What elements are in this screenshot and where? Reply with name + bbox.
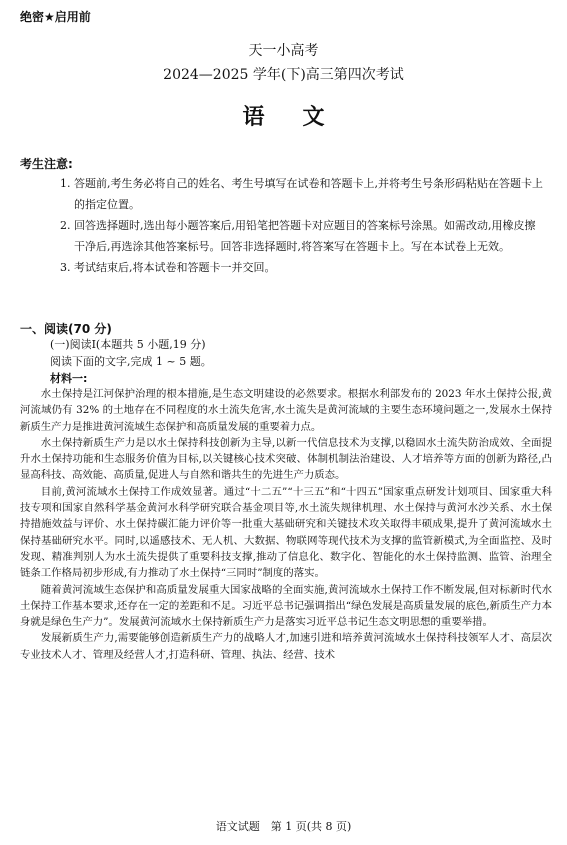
paragraph: 随着黄河流域生态保护和高质量发展重大国家战略的全面实施,黄河流域水土保持工作不断发展,但对标新时代水土保持工作基本要求,还存在一定的差距和不足。习近平总书记强调指出“绿色发展是高质量发展的底色,新质生产力本身就是绿色生产力”。发展黄河流域水土保持新质生产力是落实习近平总书记生态文明思想的重要举措。 (20, 583, 552, 629)
reading-instruction: 阅读下面的文字,完成 1 ~ 5 题。 (50, 355, 212, 368)
reading-passage (20, 386, 552, 663)
subject-title: 语文 (242, 104, 363, 130)
confidential-label: 绝密★启用前 (20, 10, 91, 24)
notice-list (44, 173, 544, 278)
paragraph: 目前,黄河流域水土保持工作成效显著。通过“十二五”“十三五”和“十四五”国家重点研发计划项目、国家重大科技专项和国家自然科学基金黄河水科学研究联合基金项目等,水土流失规律机理、水土保持与黄河水沙关系、水土保持措施效益与评价、水土保持碳汇能力评价等一批重大基础研究和关键技术攻关取得丰硕成果,提升了黄河流域水土保持基础研究水平。同时,以遥感技术、无人机、大数据、物联网等现代技术为支撑的监管新模式,为全面监控、及时发现、精准判别人为水土流失提供了重要科技支撑,推动了信息化、数字化、智能化的水土保持监测、监管、治理全链条工作格局初步形成,有力推动了水土保持“三同时”制度的落实。 (20, 485, 552, 580)
exam-organizer: 天一小高考 (248, 43, 319, 59)
notice-item: 2. 回答选择题时,选出每小题答案后,用铅笔把答题卡对应题目的答案标号涂黑。如需改动,用橡皮擦干净后,再选涂其他答案标号。回答非选择题时,将答案写在答题卡上。写在本试卷上无效。 (60, 219, 536, 253)
paragraph: 发展新质生产力,需要能够创造新质生产力的战略人才,加速引进和培养黄河流域水土保持科技领军人才、高层次专业技术人才、管理及经营人才,打造科研、管理、执法、经营、技术 (20, 632, 552, 661)
exam-title: 2024—2025 学年(下)高三第四次考试 (163, 67, 404, 83)
paragraph: 水土保持是江河保护治理的根本措施,是生态文明建设的必然要求。根据水利部发布的 2023 年水土保持公报,黄河流域仍有 32% 的土地存在不同程度的水土流失危害,水土流失是黄河流域的主要生态环境问题之一,发展水土保持新质生产力是推进黄河流域生态保护和高质量发展的重要着力点。 (20, 388, 552, 433)
notice-item: 3. 考试结束后,将本试卷和答题卡一并交回。 (60, 261, 276, 274)
notice-title: 考生注意: (20, 157, 73, 171)
material-label: 材料一: (50, 372, 88, 385)
paragraph: 水土保持新质生产力是以水土保持科技创新为主导,以新一代信息技术为支撑,以稳固水土流失防治成效、全面提升水土保持功能和生态服务价值为目标,以关键核心技术突破、体制机制法治建设、人才培养等方面的创新为路径,凸显高科技、高效能、高质量,促进人与自然和谐共生的先进生产力质态。 (20, 436, 552, 482)
notice-item: 1. 答题前,考生务必将自己的姓名、考生号填写在试卷和答题卡上,并将考生号条形码粘贴在答题卡上的指定位置。 (60, 177, 543, 211)
section-heading: 一、阅读(70 分) (20, 322, 112, 336)
subsection-heading: (一)阅读Ⅰ(本题共 5 小题,19 分) (50, 338, 206, 351)
page-footer: 语文试题 第 1 页(共 8 页) (215, 820, 352, 833)
